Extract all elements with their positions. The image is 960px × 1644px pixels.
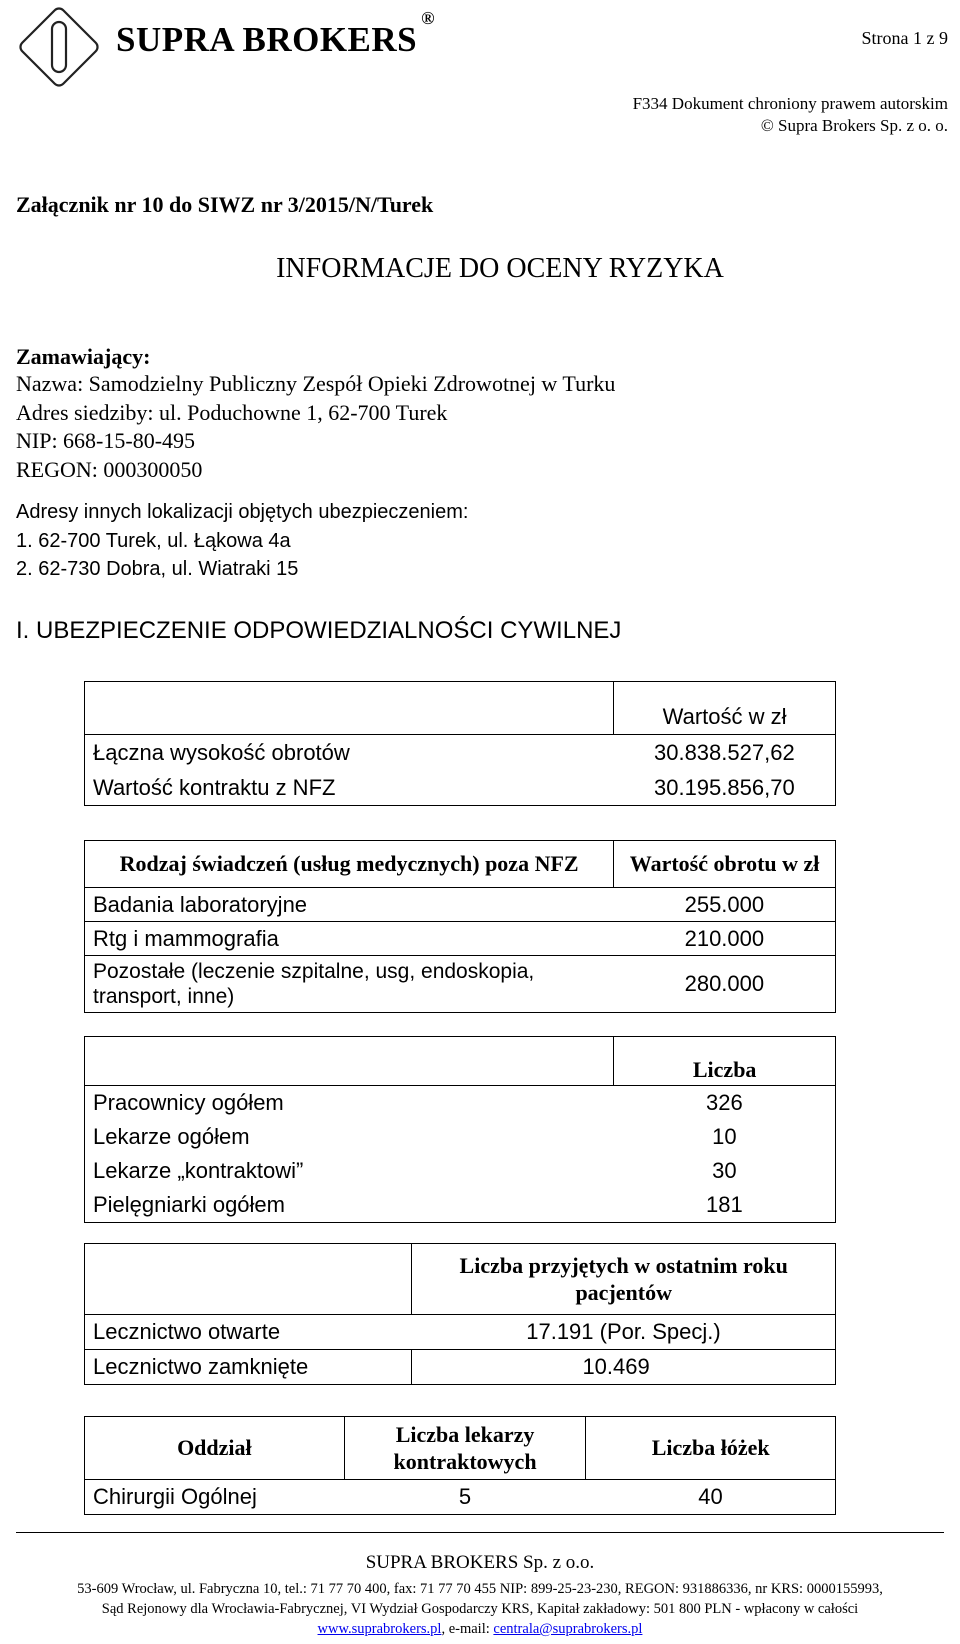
footer-address: 53-609 Wrocław, ul. Fabryczna 10, tel.: 71 77 70 400, fax: 71 77 70 455 NIP: 899-25-23-230, REGON: 931886336, nr KRS: 0000155993, [77, 1581, 883, 1597]
client-heading: Zamawiający: [16, 344, 151, 369]
services-table [84, 840, 836, 1013]
table-header: Liczba łóżek [586, 1417, 836, 1480]
table-header: Liczba [614, 1037, 836, 1086]
table-row: Lecznictwo zamknięte 10.469 [85, 1350, 836, 1385]
logo-diamond-icon [16, 4, 102, 90]
table-row: Lecznictwo otwarte 17.191 (Por. Specj.) [85, 1315, 836, 1350]
table-header: Liczba przyjętych w ostatnim roku pacjentów [412, 1244, 836, 1315]
other-locations-heading: Adresy innych lokalizacji objętych ubezpieczeniem: [16, 501, 469, 523]
attachment-reference: Załącznik nr 10 do SIWZ nr 3/2015/N/Turek [16, 192, 434, 217]
table-row: Lekarze „kontraktowi” 30 [85, 1154, 836, 1188]
table-header: Oddział [85, 1417, 345, 1480]
footer-divider [16, 1532, 944, 1533]
table-header: Wartość w zł [614, 682, 836, 735]
page-number: Strona 1 z 9 [861, 28, 948, 48]
location-item: 2. 62-730 Dobra, ul. Wiatraki 15 [16, 558, 299, 581]
other-locations [16, 498, 468, 584]
admissions-table [84, 1243, 836, 1385]
table-row: Pracownicy ogółem 326 [85, 1086, 836, 1121]
email-link[interactable]: centrala@suprabrokers.pl [493, 1621, 643, 1637]
table-header: Wartość obrotu w zł [614, 841, 836, 888]
table-row: Chirurgii Ogólnej 5 40 [85, 1480, 836, 1515]
company-logo [16, 4, 102, 90]
document-title: INFORMACJE DO OCENY RYZYKA [276, 253, 724, 284]
table-row: Lekarze ogółem 10 [85, 1120, 836, 1154]
client-nip: NIP: 668-15-80-495 [16, 428, 196, 453]
table-header: Liczba lekarzy kontraktowych [344, 1417, 586, 1480]
turnover-table [84, 681, 836, 806]
website-link[interactable]: www.suprabrokers.pl [317, 1621, 442, 1637]
client-name: Nazwa: Samodzielny Publiczny Zespół Opieki Zdrowotnej w Turku [16, 371, 616, 396]
registered-mark: ® [421, 8, 436, 29]
copyright-notice: F334 Dokument chroniony prawem autorskim © Supra Brokers Sp. z o. o. [632, 94, 948, 135]
table-row: Rtg i mammografia 210.000 [85, 922, 836, 956]
client-address: Adres siedziby: ul. Poduchowne 1, 62-700 Turek [16, 399, 448, 425]
section-title: I. UBEZPIECZENIE ODPOWIEDZIALNOŚCI CYWILNEJ [16, 617, 622, 644]
table-row: Pielęgniarki ogółem 181 [85, 1188, 836, 1223]
brand-name: SUPRA BROKERS® [116, 8, 436, 59]
client-regon: REGON: 000300050 [16, 456, 203, 482]
table-header: Rodzaj świadczeń (usług medycznych) poza NFZ [85, 841, 614, 888]
location-item: 1. 62-700 Turek, ul. Łąkowa 4a [16, 529, 291, 552]
footer-company: SUPRA BROKERS Sp. z o.o. [365, 1552, 595, 1573]
footer-contact: www.suprabrokers.pl, e-mail: centrala@suprabrokers.pl [317, 1621, 643, 1637]
table-row: Badania laboratoryjne 255.000 [85, 888, 836, 922]
table-row: Łączna wysokość obrotów 30.838.527,62 [85, 735, 836, 771]
table-row: Pozostałe (leczenie szpitalne, usg, endoskopia, transport, inne) 280.000 [85, 956, 836, 1013]
table-row: Wartość kontraktu z NFZ 30.195.856,70 [85, 770, 836, 806]
client-info [16, 370, 615, 484]
footer-registration: Sąd Rejonowy dla Wrocławia-Fabrycznej, VI Wydział Gospodarczy KRS, Kapitał zakładowy: 501 800 PLN - wpłacony w całości [101, 1601, 859, 1617]
staff-table [84, 1036, 836, 1223]
ward-table [84, 1416, 836, 1515]
